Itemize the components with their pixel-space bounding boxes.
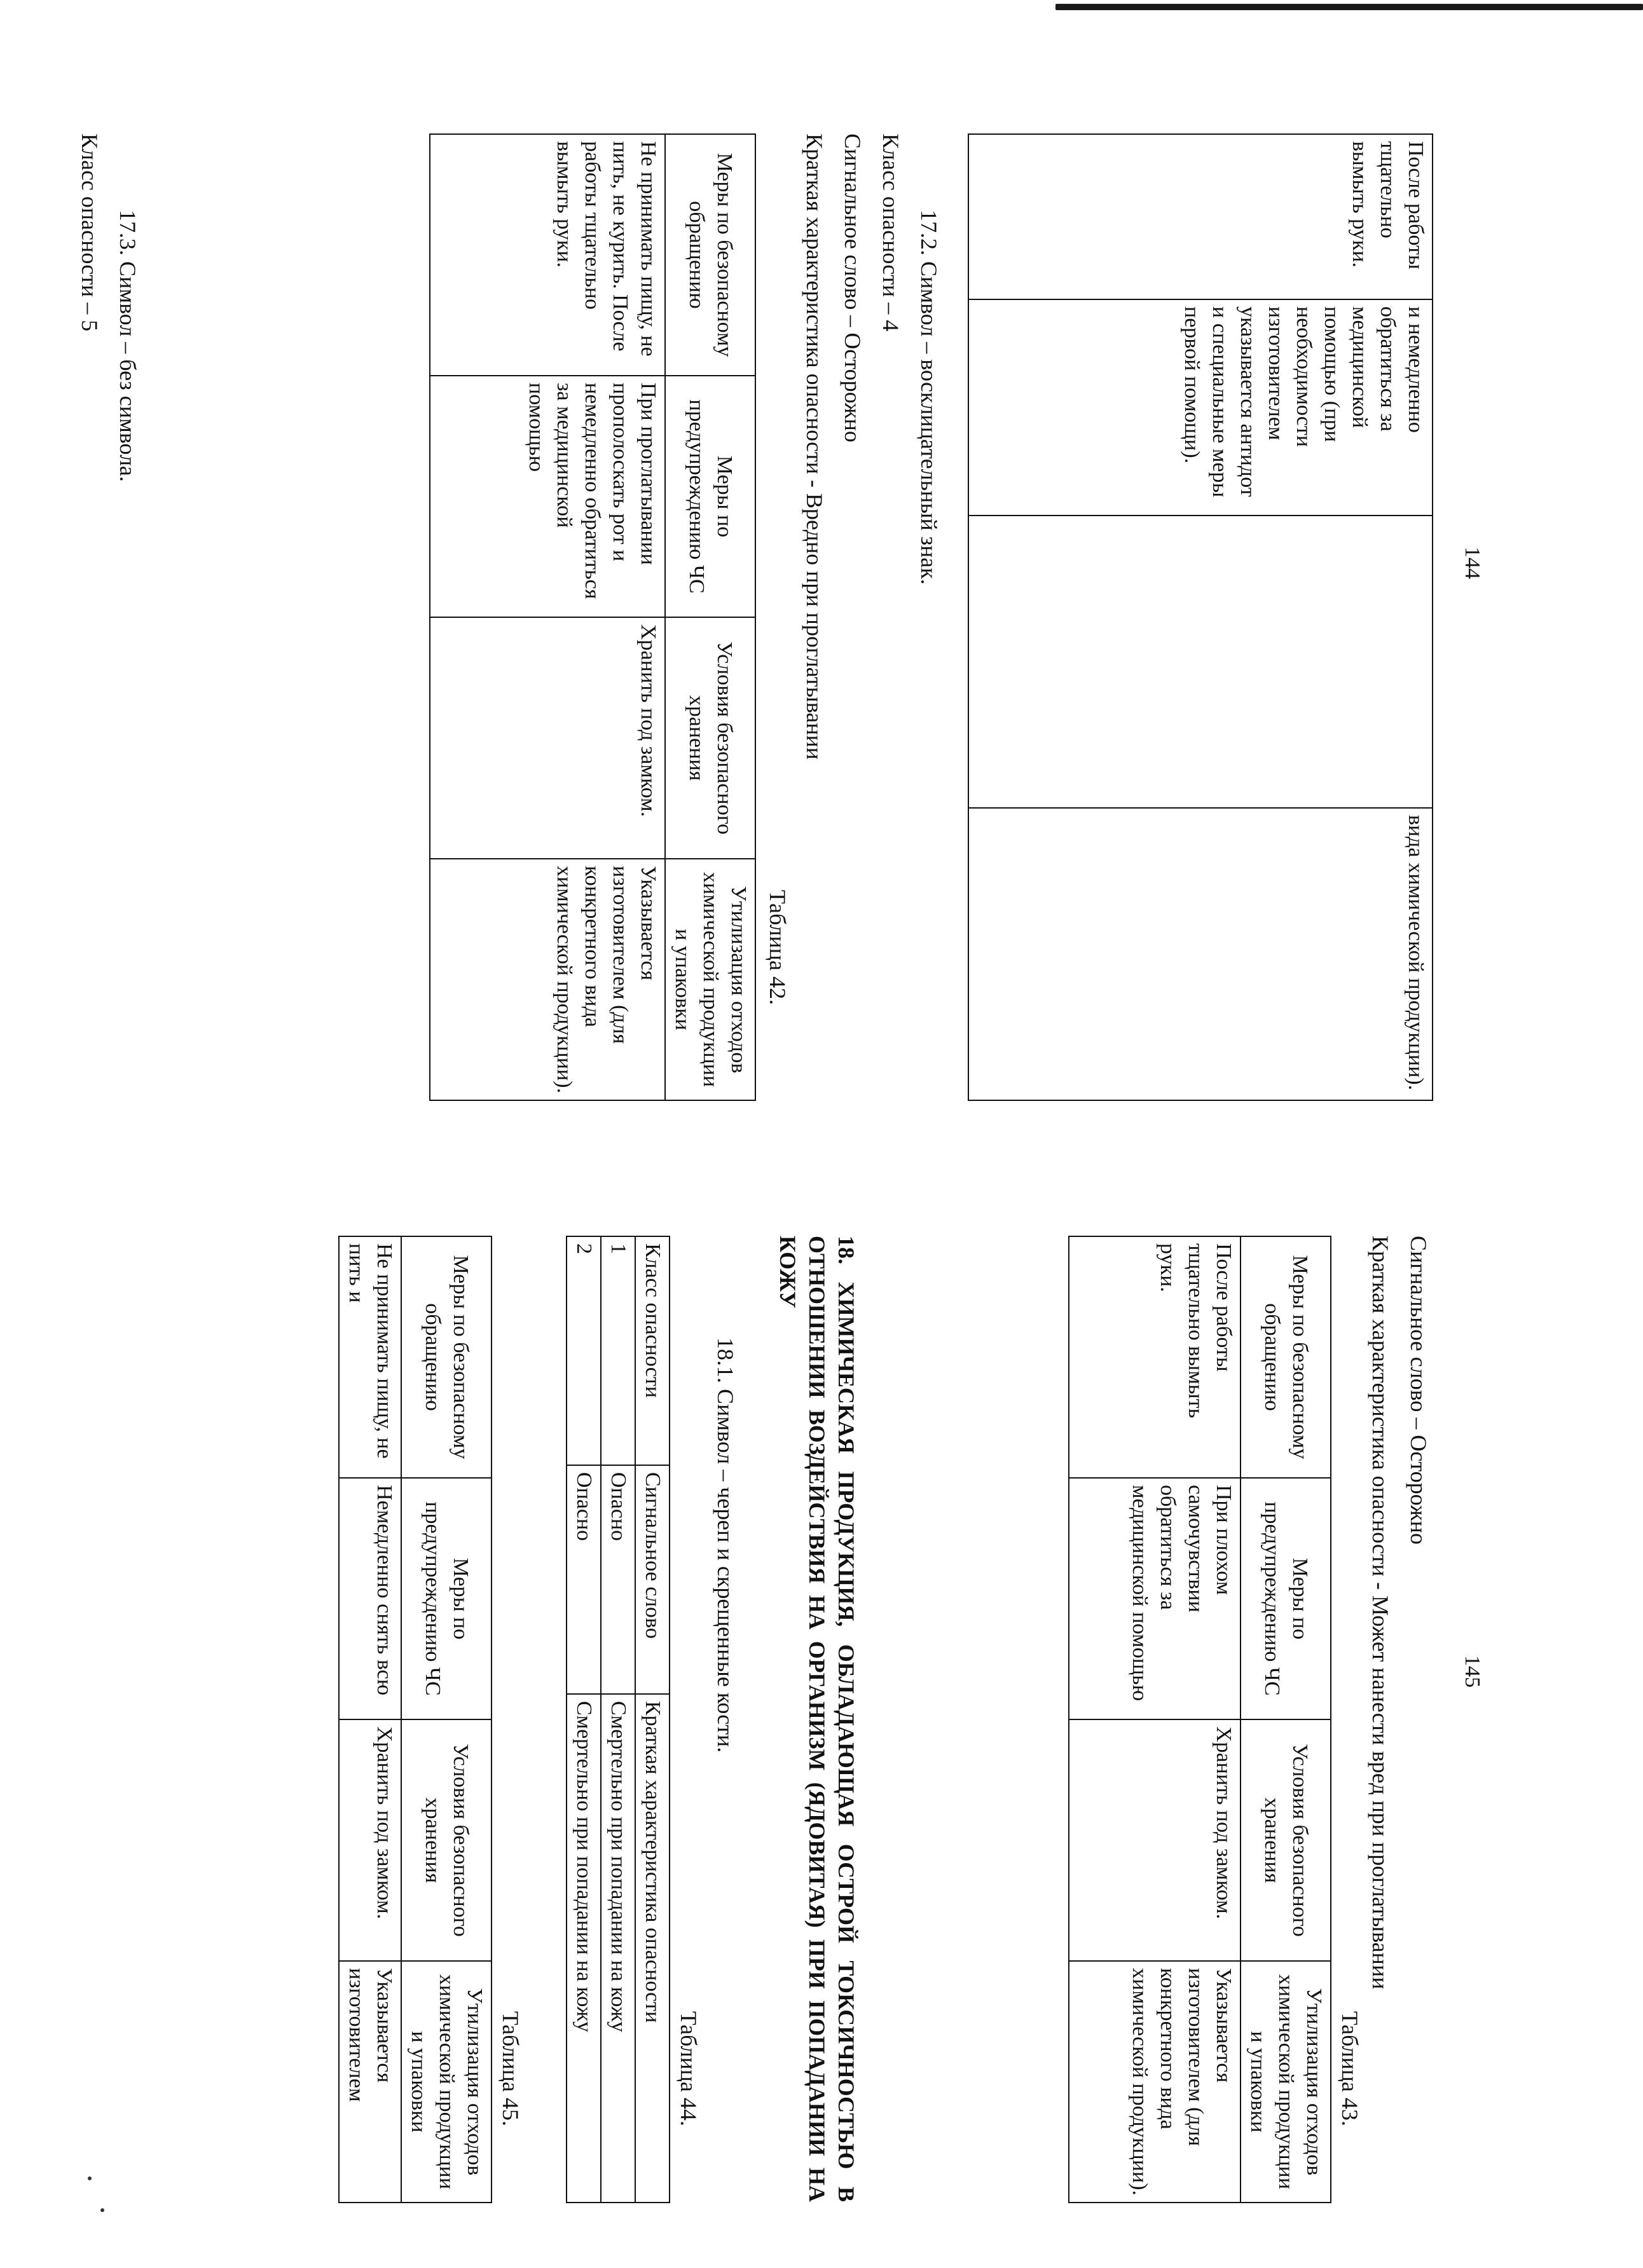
table-cell: Смертельно при попадании на кожу — [601, 1694, 635, 2203]
table-45 — [338, 1236, 492, 2203]
table-cell: Указывается изготовителем (для конкретного вида химической продукции). — [1069, 1961, 1241, 2203]
table-cell: 1 — [601, 1236, 635, 1465]
table-row — [601, 1236, 635, 2203]
scan-speck — [100, 2208, 104, 2212]
table-row — [968, 134, 1433, 1100]
table-cell: Немедленно снять всю — [339, 1478, 401, 1719]
table-header-row — [1241, 1236, 1331, 2203]
table-cell: При плохом самочувствии обратиться за медицинской помощью — [1069, 1478, 1241, 1719]
table-header-cell: Условия безопасного хранения — [665, 617, 755, 859]
table-header-cell: Класс опасности — [635, 1236, 670, 1465]
table-cell: вида химической продукции). — [968, 808, 1433, 1100]
table-42-caption: Таблица 42. — [765, 890, 790, 1005]
table-cell: Опасно — [567, 1465, 601, 1694]
table-43 — [1068, 1236, 1331, 2203]
table-42 — [429, 133, 756, 1101]
table-cell: 2 — [567, 1236, 601, 1465]
table-cell — [968, 516, 1433, 808]
table-header-cell: Сигнальное слово — [635, 1465, 670, 1694]
table-cell: Смертельно при попадании на кожу — [567, 1694, 601, 2203]
table-header-cell: Краткая характеристика опасности — [635, 1694, 670, 2203]
section-18-heading: 18. ХИМИЧЕСКАЯ ПРОДУКЦИЯ, ОБЛАДАЮЩАЯ ОСТРОЙ ТОКСИЧНОСТЬЮ В ОТНОШЕНИИ ВОЗДЕЙСТВИЯ НА ОРГАНИЗМ (ЯДОВИТАЯ) ПРИ ПОПАДАНИИ НА КОЖУ — [775, 1236, 859, 2202]
table-cell: и немедленно обратиться за медицинской помощью (при необходимости изготовителем указывается антидот и специальные меры первой помощи). — [968, 299, 1433, 516]
hazard-brief: Краткая характеристика опасности - Вредно при проглатывании — [802, 133, 827, 760]
table-cell: При проглатывании прополоскать рот и немедленно обратиться за медицинской помощью — [430, 376, 665, 617]
table-row — [339, 1236, 401, 2203]
table-header-row — [401, 1236, 492, 2203]
table-44 — [566, 1236, 670, 2203]
section-17-3-heading: 17.3. Символ – без символа. — [115, 210, 141, 482]
table-header-cell: Условия безопасного хранения — [1241, 1719, 1331, 1961]
table-cell: Указывается изготовителем (для конкретного вида химической продукции). — [430, 859, 665, 1100]
table-cell: Не принимать пищу, не пить, не курить. После работы тщательно вымыть руки. — [430, 134, 665, 376]
signal-word: Сигнальное слово – Осторожно — [1406, 1236, 1431, 1545]
section-17-2-heading: 17.2. Символ – восклицательный знак. — [916, 210, 942, 585]
table-cell: После работы тщательно вымыть руки. — [1069, 1236, 1241, 1478]
table-header-cell: Меры по безопасному обращению — [401, 1236, 492, 1478]
table-cell: Хранить под замком. — [339, 1719, 401, 1961]
scan-speck — [88, 2176, 92, 2180]
table-cell: Хранить под замком. — [1069, 1719, 1241, 1961]
table-header-cell: Утилизация отходов химической продукции и упаковки — [401, 1961, 492, 2203]
table-row — [430, 134, 665, 1100]
table-row — [1069, 1236, 1241, 2203]
table-43-caption: Таблица 43. — [1337, 2011, 1363, 2126]
table-44-caption: Таблица 44. — [676, 2011, 701, 2126]
table-header-cell: Меры по предупреждению ЧС — [1241, 1478, 1331, 1719]
table-header-cell: Меры по безопасному обращению — [1241, 1236, 1331, 1478]
hazard-class: Класс опасности – 4 — [878, 133, 904, 332]
table-45-caption: Таблица 45. — [498, 2011, 523, 2126]
table-header-row — [665, 134, 755, 1100]
section-18-1-heading: 18.1. Символ – череп и скрещенные кости. — [713, 1337, 738, 1753]
table-header-cell: Утилизация отходов химической продукции и упаковки — [1241, 1961, 1331, 2203]
table-header-cell: Меры по безопасному обращению — [665, 134, 755, 376]
hazard-brief: Краткая характеристика опасности - Может нанести вред при проглатывании — [1368, 1236, 1393, 1990]
table-cell: Хранить под замком. — [430, 617, 665, 859]
table-header-row — [635, 1236, 670, 2203]
page-145 — [0, 1134, 1643, 2268]
table-cell: Указывается изготовителем — [339, 1961, 401, 2203]
signal-word: Сигнальное слово – Осторожно — [840, 133, 865, 442]
table-cell: Не принимать пищу, не пить и — [339, 1236, 401, 1478]
page-number: 145 — [1461, 1655, 1484, 1688]
table-header-cell: Меры по предупреждению ЧС — [665, 376, 755, 617]
table-header-cell: Условия безопасного хранения — [401, 1719, 492, 1961]
table-41-continued — [968, 133, 1433, 1101]
hazard-class: Класс опасности – 5 — [77, 133, 102, 332]
table-row — [567, 1236, 601, 2203]
table-cell: Опасно — [601, 1465, 635, 1694]
page-number: 144 — [1461, 547, 1484, 579]
table-header-cell: Меры по предупреждению ЧС — [401, 1478, 492, 1719]
table-header-cell: Утилизация отходов химической продукции и упаковки — [665, 859, 755, 1100]
table-cell: После работы тщательно вымыть руки. — [968, 134, 1433, 299]
